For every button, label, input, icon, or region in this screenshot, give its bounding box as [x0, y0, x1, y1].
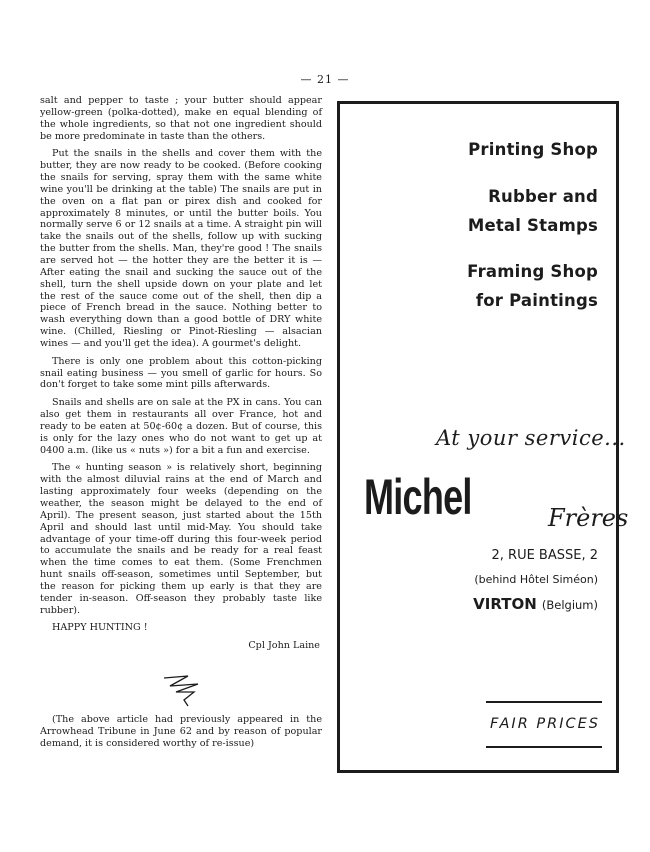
ad-slogan: FAIR PRICES: [490, 716, 600, 732]
closing-line: HAPPY HUNTING !: [52, 622, 148, 634]
reprint-note: (The above article had previously appeared in the Arrowhead Tribune in June 62 and by reason of popular demand, it is considered worthy of re-issue): [40, 713, 322, 749]
ad-rule-bottom: [486, 746, 602, 748]
ad-freres: Frères: [548, 504, 629, 532]
ad-tagline: At your service...: [436, 426, 626, 450]
ad-address: 2, RUE BASSE, 2: [491, 548, 598, 563]
ad-rubber-and: Rubber and: [488, 187, 598, 206]
article-paragraph: Snails and shells are on sale at the PX in cans. You can also get them in restaurants all over France, hot and ready to be eaten at 50¢-60¢ a dozen. But of course, this is only for the lazy ones who do not want to get up at 0400 a.m. (like us « nuts ») for a bit a fun and exercise.: [40, 397, 322, 456]
ad-business-name: Michel: [364, 469, 472, 525]
ad-landmark: (behind Hôtel Siméon): [474, 573, 598, 586]
article-column: [40, 95, 322, 756]
ad-rule-top: [486, 701, 602, 703]
ad-for-paintings: for Paintings: [475, 291, 598, 310]
ad-location: [473, 594, 598, 613]
ad-framing-shop: Framing Shop: [467, 262, 598, 281]
handwritten-mark-icon: [158, 670, 218, 710]
author-signature: Cpl John Laine: [248, 640, 320, 652]
advertisement-box: [337, 101, 629, 773]
ad-country: (Belgium): [541, 598, 598, 612]
ad-metal-stamps: Metal Stamps: [467, 216, 598, 235]
page-number: — 21 —: [300, 73, 350, 86]
article-paragraph: Put the snails in the shells and cover them with the butter, they are now ready to be cooked. (Before cooking the snails for serving, spray them with the same white wine you'll be drinking at the table) The snails are put in the oven on a flat pan or pirex dish and cooked for approximately 8 minutes, or until the butter boils. You normally serve 6 or 12 snails at a time. A straight pin will take the snails out of the shells, follow up with sucking the butter from the shells. Man, they're good ! The snails are served hot — the hotter they are the better it is — After eating the snail and sucking the sauce out of the shell, turn the shell upside down on your plate and let the rest of the sauce come out of the shell, then dip a piece of French bread in the sauce. Nothing better to wash everything down than a good bottle of DRY white wine. (Chilled, Riesling or Pinot-Riesling — alsacian wines — and you'll get the idea). A gourmet's delight.: [40, 148, 322, 349]
ad-city: VIRTON: [473, 595, 537, 613]
article-paragraph: The « hunting season » is relatively short, beginning with the almost diluvial rains at the end of March and lasting approximately four weeks (depending on the weather, the season might be delayed to the end of April). The present season, just started about the 15th April and should last until mid-May. You should take advantage of your time-off during this four-week period to accumulate the snails and be ready for a real feast when the time comes to eat them. (Some Frenchmen hunt snails off-season, sometimes until September, but the reason for picking them up early is that they are tender in-season. Off-season they probably taste like rubber).: [40, 462, 322, 616]
ad-printing-shop: Printing Shop: [468, 140, 598, 159]
article-paragraph: salt and pepper to taste ; your butter should appear yellow-green (polka-dotted), make en equal blending of the whole ingredients, so that not one ingredient should be more predominate in taste than the others.: [40, 95, 322, 142]
article-paragraph: There is only one problem about this cotton-picking snail eating business — you smell of garlic for hours. So don't forget to take some mint pills afterwards.: [40, 355, 322, 391]
